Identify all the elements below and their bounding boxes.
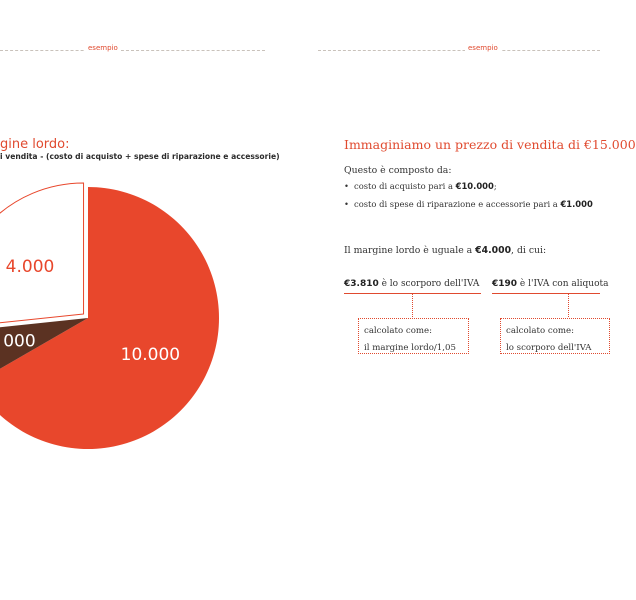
margin-heading: gine lordo: (0, 137, 70, 152)
pie-slice-2 (0, 183, 84, 328)
pie-slice-label-1: 000 (3, 331, 36, 352)
price-heading: Immaginiamo un prezzo di vendita di €15.000 (344, 137, 636, 152)
pie-slice-label-0: 10.000 (120, 345, 181, 366)
bullet-purchase-cost: • costo di acquisto pari a €10.000; (344, 181, 497, 191)
composition-intro: Questo è composto da: (344, 165, 452, 176)
margin-statement: Il margine lordo è uguale a €4.000, di cui: (344, 245, 547, 256)
vat-net-calculation-note: calcolato come: il margine lordo/1,05 (358, 318, 469, 354)
vat-split-tax: €190 è l'IVA con aliquota (492, 279, 609, 289)
vat-tax-calculation-note: calcolato come: lo scorporo dell'IVA (500, 318, 610, 354)
bullet-dot: • (344, 181, 349, 191)
margin-formula: i vendita - (costo di acquisto + spese di riparazione e accessorie) (0, 152, 280, 161)
pie-chart (0, 0, 300, 600)
header-label-left: esempio (85, 44, 121, 52)
pie-slice-label-2: 4.000 (5, 256, 55, 277)
vat-split-net-connector (412, 293, 413, 317)
vat-split-tax-underline (492, 293, 600, 294)
bullet-repair-cost: • costo di spese di riparazione e accessorie pari a €1.000 (344, 199, 593, 209)
bullet-dot: • (344, 199, 349, 209)
vat-split-tax-connector (568, 293, 569, 317)
vat-split-net: €3.810 è lo scorporo dell'IVA (344, 279, 480, 289)
header-label-right: esempio (465, 44, 501, 52)
header-rule-right (318, 50, 600, 51)
